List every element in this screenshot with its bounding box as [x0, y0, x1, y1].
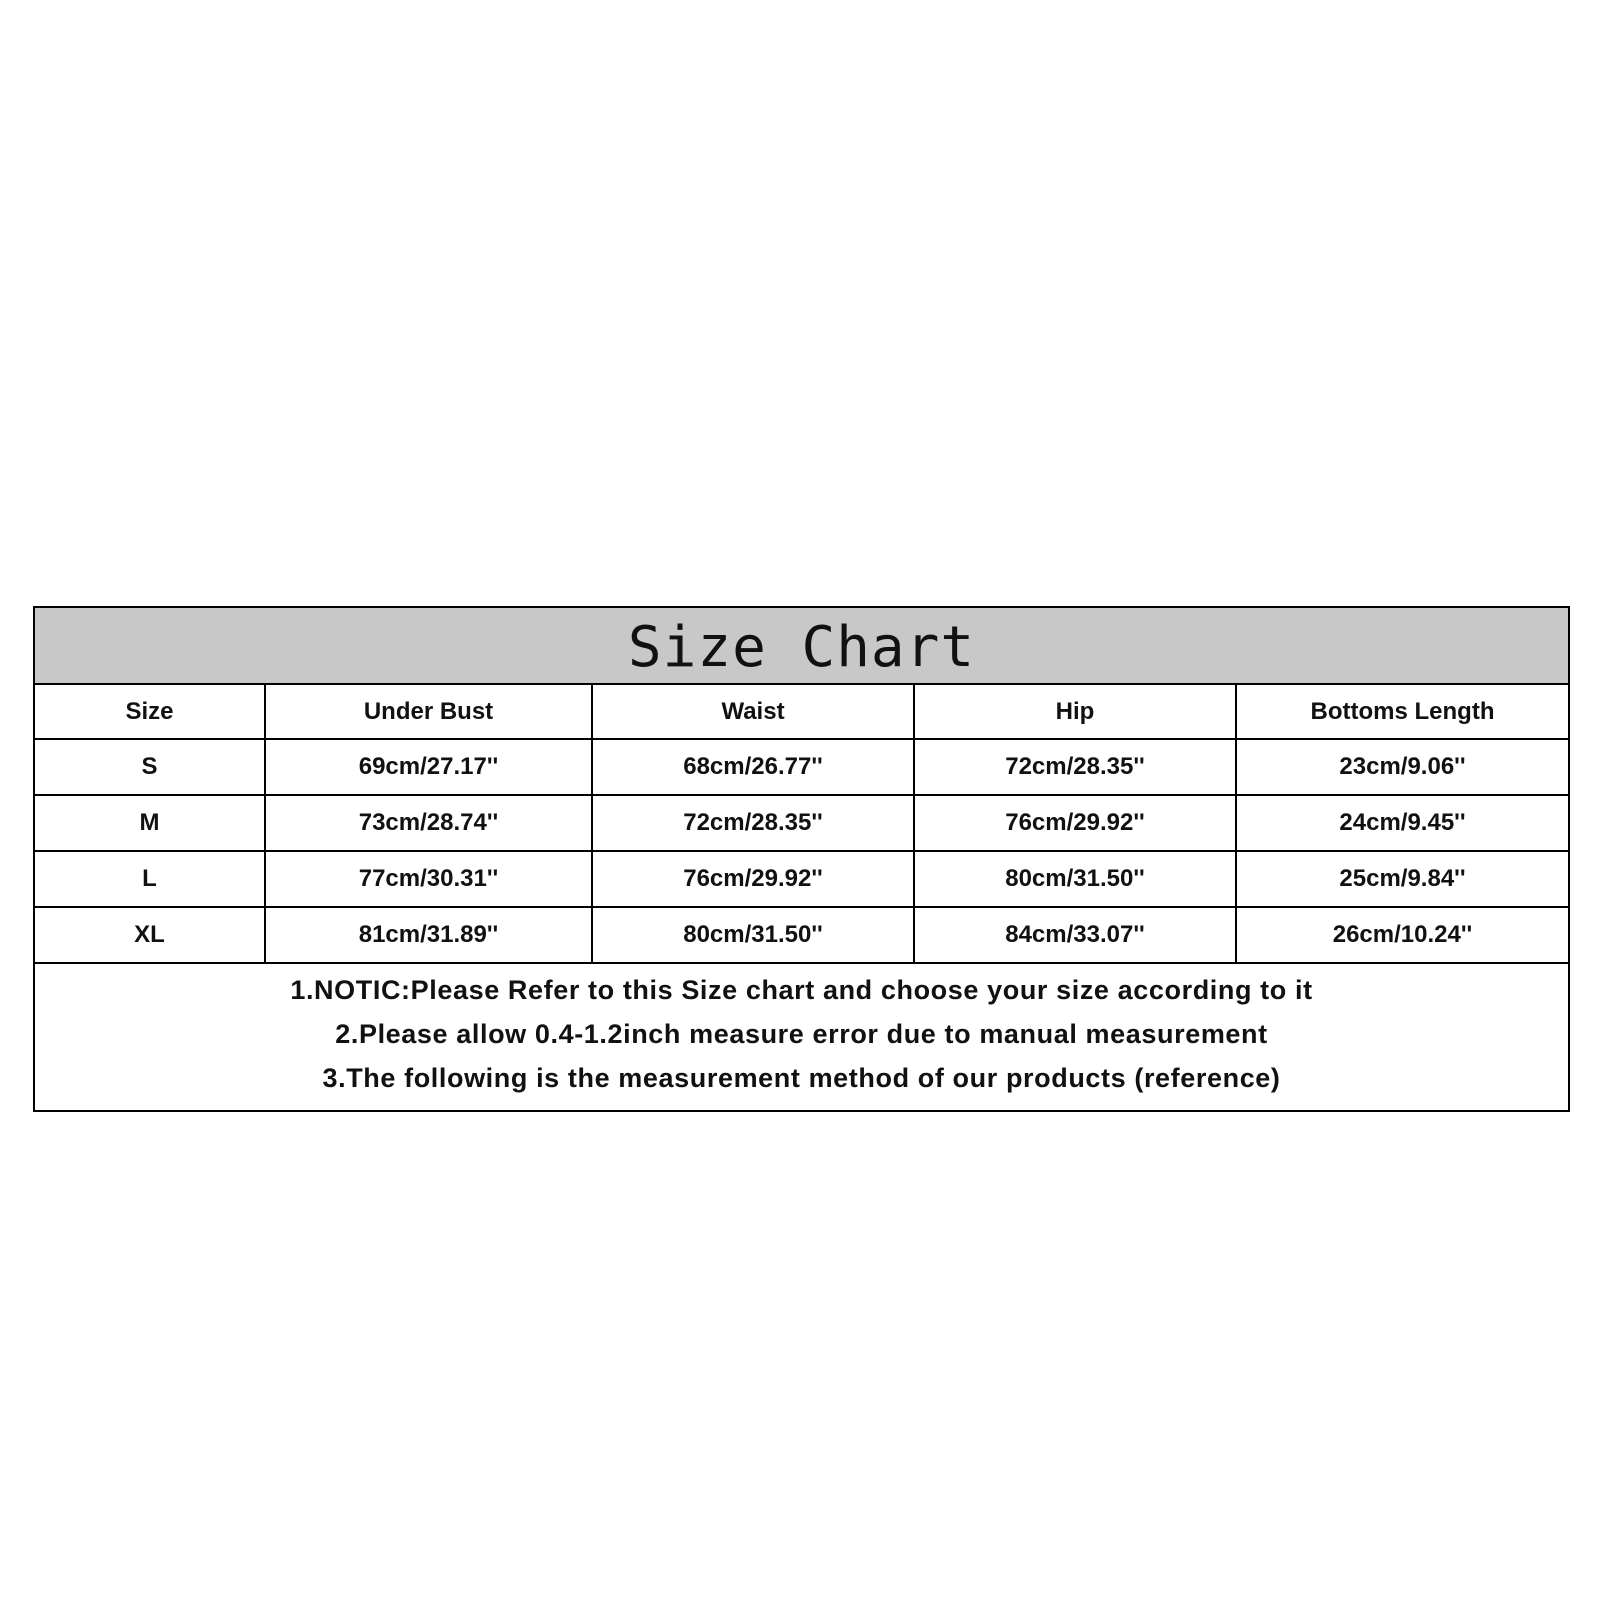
- note-line: 2.Please allow 0.4-1.2inch measure error due to manual measurement: [335, 1019, 1268, 1049]
- waist-cell: 76cm/29.92'': [592, 851, 914, 907]
- column-header-under-bust: Under Bust: [265, 685, 592, 739]
- size-cell: S: [35, 739, 265, 795]
- hip-cell: 80cm/31.50'': [914, 851, 1236, 907]
- size-cell: L: [35, 851, 265, 907]
- size-cell: XL: [35, 907, 265, 963]
- column-header-bottoms-length: Bottoms Length: [1236, 685, 1568, 739]
- column-header-waist: Waist: [592, 685, 914, 739]
- chart-title: Size Chart: [627, 614, 976, 680]
- size-cell: M: [35, 795, 265, 851]
- under-bust-cell: 73cm/28.74'': [265, 795, 592, 851]
- column-header-size: Size: [35, 685, 265, 739]
- size-chart: [33, 606, 1570, 1112]
- table-row: [35, 739, 1568, 795]
- bottoms-length-cell: 23cm/9.06'': [1236, 739, 1568, 795]
- waist-cell: 68cm/26.77'': [592, 739, 914, 795]
- notes-section: [35, 964, 1568, 1110]
- under-bust-cell: 81cm/31.89'': [265, 907, 592, 963]
- waist-cell: 72cm/28.35'': [592, 795, 914, 851]
- hip-cell: 72cm/28.35'': [914, 739, 1236, 795]
- bottoms-length-cell: 26cm/10.24'': [1236, 907, 1568, 963]
- table-row: [35, 851, 1568, 907]
- bottoms-length-cell: 25cm/9.84'': [1236, 851, 1568, 907]
- table-header-row: [35, 685, 1568, 739]
- under-bust-cell: 77cm/30.31'': [265, 851, 592, 907]
- under-bust-cell: 69cm/27.17'': [265, 739, 592, 795]
- bottoms-length-cell: 24cm/9.45'': [1236, 795, 1568, 851]
- hip-cell: 84cm/33.07'': [914, 907, 1236, 963]
- table-row: [35, 907, 1568, 963]
- note-line: 1.NOTIC:Please Refer to this Size chart and choose your size according to it: [290, 975, 1313, 1005]
- size-table: [35, 685, 1568, 964]
- chart-title-bar: [35, 608, 1568, 685]
- column-header-hip: Hip: [914, 685, 1236, 739]
- waist-cell: 80cm/31.50'': [592, 907, 914, 963]
- note-line: 3.The following is the measurement method of our products (reference): [322, 1063, 1281, 1093]
- table-row: [35, 795, 1568, 851]
- hip-cell: 76cm/29.92'': [914, 795, 1236, 851]
